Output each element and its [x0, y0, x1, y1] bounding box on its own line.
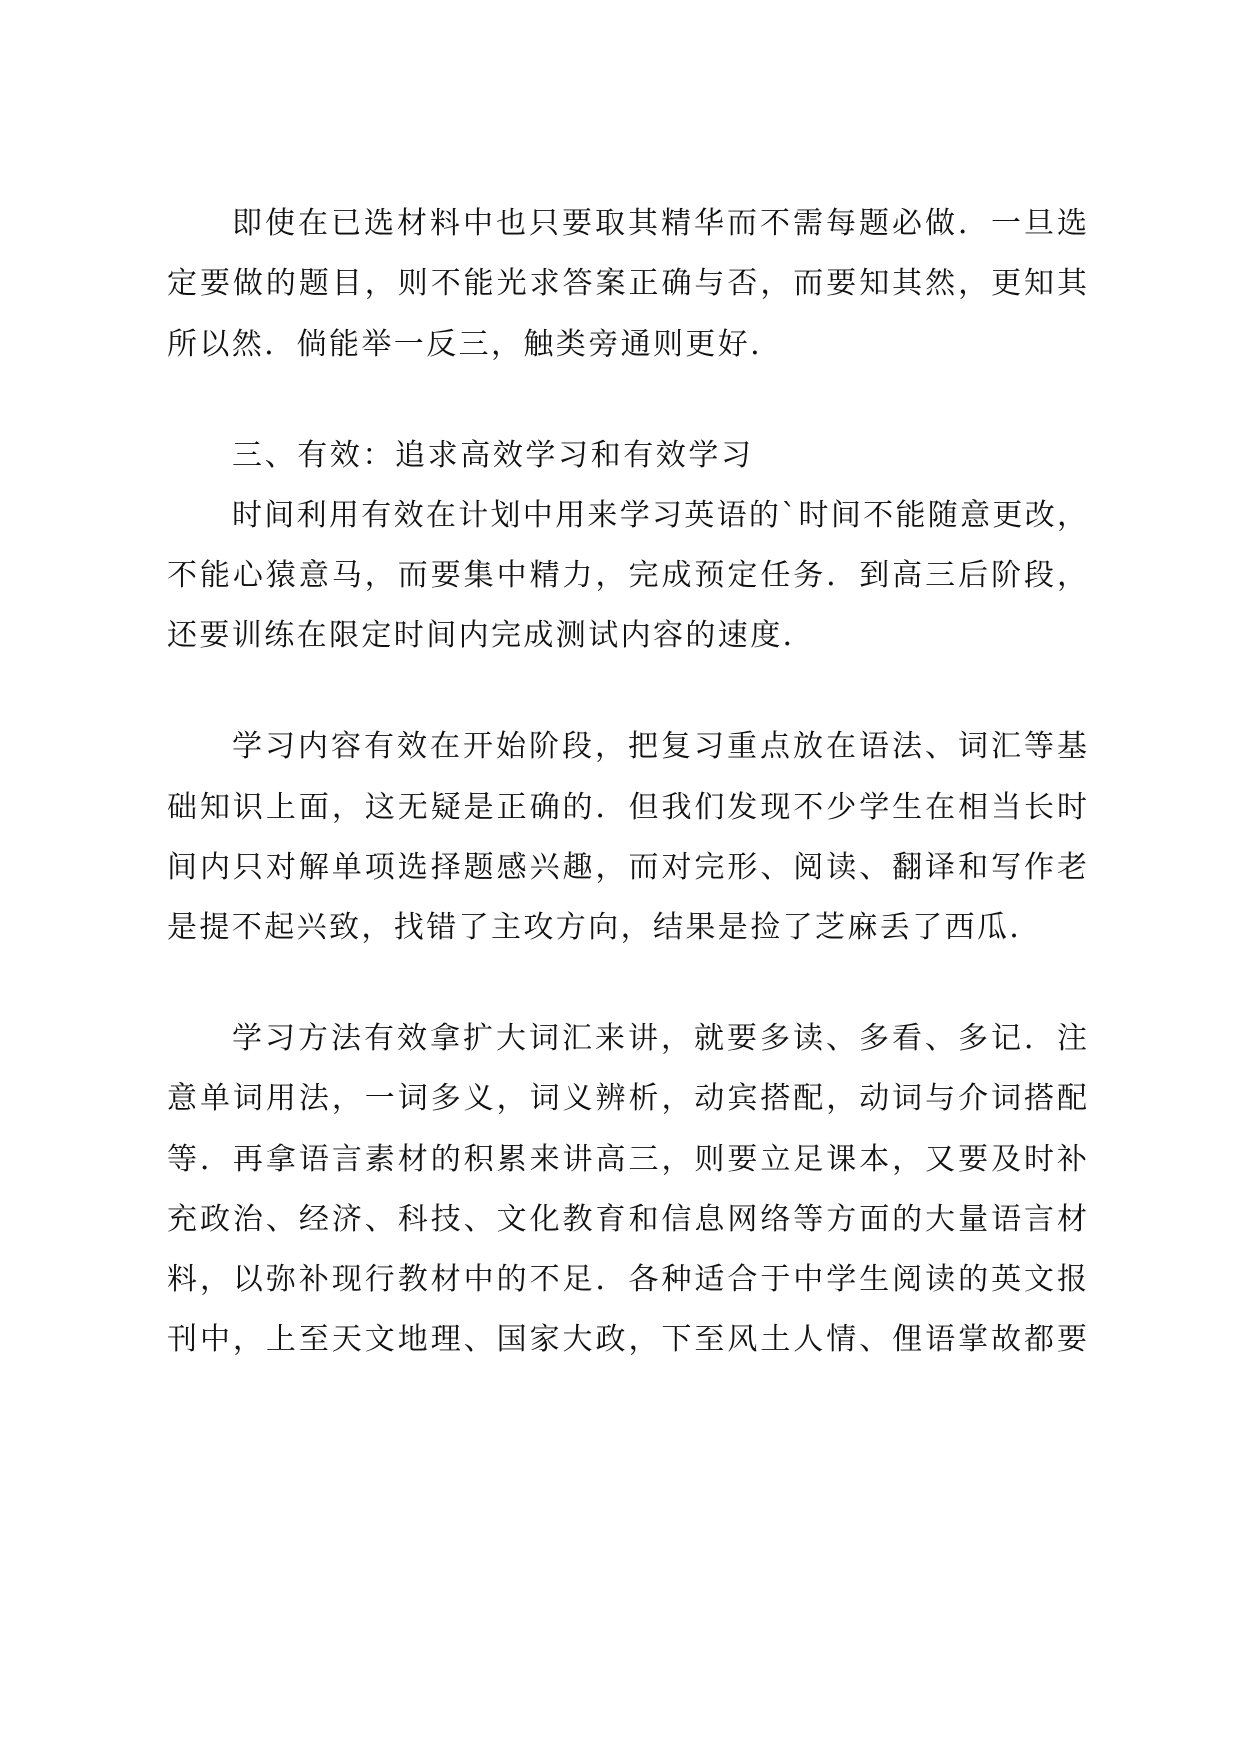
section-heading: 三、有效：追求高效学习和有效学习 — [232, 438, 754, 473]
paragraph-1-line-1: 即使在已选材料中也只要取其精华而不需每题必做．一旦选 — [232, 206, 1087, 241]
paragraph-1-line-2: 定要做的题目，则不能光求答案正确与否，而要知其然，更知其 — [167, 266, 1087, 301]
paragraph-4-line-1: 学习方法有效拿扩大词汇来讲，就要多读、多看、多记．注 — [232, 1021, 1087, 1056]
paragraph-3-line-1: 学习内容有效在开始阶段，把复习重点放在语法、词汇等基 — [232, 729, 1087, 764]
paragraph-4-line-6: 刊中，上至天文地理、国家大政，下至风土人情、俚语掌故都要 — [167, 1322, 1087, 1357]
paragraph-1-line-3: 所以然．倘能举一反三，触类旁通则更好． — [167, 327, 783, 362]
paragraph-4-line-3: 等．再拿语言素材的积累来讲高三，则要立足课本，又要及时补 — [167, 1142, 1087, 1177]
paragraph-2-line-1: 时间利用有效在计划中用来学习英语的`时间不能随意更改， — [232, 498, 1087, 533]
paragraph-2-line-2: 不能心猿意马，而要集中精力，完成预定任务．到高三后阶段， — [167, 558, 1087, 593]
paragraph-3-line-4: 是提不起兴致，找错了主攻方向，结果是捡了芝麻丢了西瓜． — [167, 910, 1042, 945]
paragraph-4-line-5: 料，以弥补现行教材中的不足．各种适合于中学生阅读的英文报 — [167, 1262, 1087, 1297]
paragraph-3-line-2: 础知识上面，这无疑是正确的．但我们发现不少学生在相当长时 — [167, 790, 1087, 825]
paragraph-4-line-4: 充政治、经济、科技、文化教育和信息网络等方面的大量语言材 — [167, 1202, 1087, 1237]
paragraph-3-line-3: 间内只对解单项选择题感兴趣，而对完形、阅读、翻译和写作老 — [167, 850, 1087, 885]
paragraph-4-line-2: 意单词用法，一词多义，词义辨析，动宾搭配，动词与介词搭配 — [167, 1081, 1087, 1116]
paragraph-2-line-3: 还要训练在限定时间内完成测试内容的速度． — [167, 618, 815, 653]
